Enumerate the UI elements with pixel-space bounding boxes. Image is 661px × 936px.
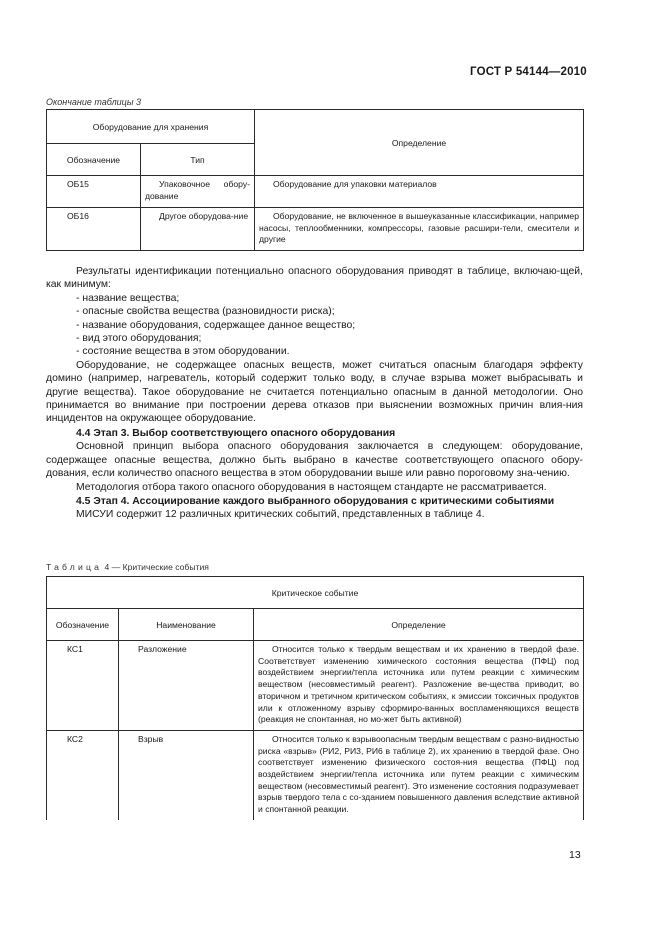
table-3 (46, 109, 584, 251)
list-item: - состояние вещества в этом оборудовании. (76, 346, 290, 358)
table-row (47, 208, 584, 251)
section-heading-4-5: 4.5 Этап 4. Ассоциирование каждого выбранного оборудования с критическими событиями (76, 495, 555, 507)
section-heading-4-4: 4.4 Этап 3. Выбор соответствующего опасного оборудования (76, 427, 396, 439)
t3-row1-type: Упаковочное обору-дование (141, 176, 255, 208)
table-row (47, 176, 584, 208)
t3-row2-type: Другое оборудова-ние (141, 208, 255, 251)
paragraph-results: Результаты идентификации потенциально опасного оборудования приводят в таблице, включаю-щей, как минимум: (46, 266, 583, 291)
table-4 (46, 576, 584, 820)
t3-row1-code: ОБ15 (47, 176, 141, 208)
t4-row1-def: Относится только к твердым веществам и их хранению в твердой фазе. Соответствует изменению химического состояния вещества (ПФЦ) под воздействием энергии/тепла источника или путем реакции с химическим веществом (несовместимый реагент). Разложение ве-щества приводит, во вторичном и третичном критическом событиях, к эмиссии токсичных продуктов или к отложенному взрыву сформиро-ванных воспламеняющихся веществ (реакция не спонтанная, но мо-жет быть активной) (254, 641, 584, 731)
list-item: - название вещества; (76, 292, 180, 304)
table4-caption (46, 562, 209, 572)
t4-row1-code: КС1 (47, 641, 119, 731)
body-text (46, 265, 583, 522)
table4-caption-text: 4 — Критические события (104, 562, 209, 572)
t4-col-definition: Определение (254, 609, 584, 641)
t4-row2-name: Взрыв (119, 730, 254, 819)
t3-row1-def: Оборудование для упаковки материалов (255, 176, 584, 208)
t4-row2-code: КС2 (47, 730, 119, 819)
page-number: 13 (569, 849, 581, 861)
table3-caption: Окончание таблицы 3 (46, 97, 141, 107)
t4-col-code: Обозначение (47, 609, 119, 641)
t4-group-header: Критическое событие (47, 577, 584, 609)
t3-col-code: Обозначение (47, 144, 141, 176)
list-item: - название оборудования, содержащее данное вещество; (76, 319, 356, 331)
t4-row2-def: Относится только к взрывоопасным твердым веществам с разно-видностью риска «взрыв» (РИ2, РИ3, РИ6 в таблице 2), их хранению в твердой фазе. Оно соответствует изменению физического состоя-ния вещества (ПФЦ) под воздействием энергии/тепла источника или путем реакции с химическим веществом (несовместимый реагент). Это изменение состояния подразумевает взрыв твердого тела с со-зданием повышенного давления вследствие активной и спонтанной реакции. (254, 730, 584, 819)
table4-caption-label: Таблица (46, 562, 103, 572)
list-item: - вид этого оборудования; (76, 333, 202, 345)
paragraph-domino: Оборудование, не содержащее опасных веществ, может считаться опасным благодаря эффекту домино (например, нагреватель, который содержит только воду, в случае взрыва может выбрасывать и другие вещества). Такое оборудование не считается потенциально опасным в данной методологии. Оно принимается во внимание при построении дерева отказов при выяснении возможных причин влия-ния инцидентов на окружающее оборудование. (46, 359, 583, 425)
t3-col-definition: Определение (255, 110, 584, 176)
standard-number: ГОСТ Р 54144—2010 (470, 66, 587, 78)
paragraph-misui: МИСУИ содержит 12 различных критических событий, представленных в таблице 4. (76, 509, 485, 521)
paragraph-methodology: Методология отбора такого опасного оборудования в настоящем стандарте не рассматривается. (76, 481, 547, 493)
t3-col-type: Тип (141, 144, 255, 176)
t4-row1-name: Разложение (119, 641, 254, 731)
list-item: - опасные свойства вещества (разновидности риска); (76, 306, 335, 318)
table-row (47, 641, 584, 731)
paragraph-principle: Основной принцип выбора опасного оборудования заключается в следующем: оборудование, содержащее опасные вещества, должно быть выбрано в качестве соответствующего опасного обору-дования, если количество опасного вещества в этом оборудовании выше или равно пороговому зна-чению. (46, 441, 583, 480)
table-row (47, 730, 584, 819)
t3-row2-code: ОБ16 (47, 208, 141, 251)
t3-row2-def: Оборудование, не включенное в вышеуказанные классификации, например насосы, теплообменники, компрессоры, газовые расшири-тели, смесители и другие (255, 208, 584, 251)
t3-group-header: Оборудование для хранения (47, 110, 255, 144)
t4-col-name: Наименование (119, 609, 254, 641)
